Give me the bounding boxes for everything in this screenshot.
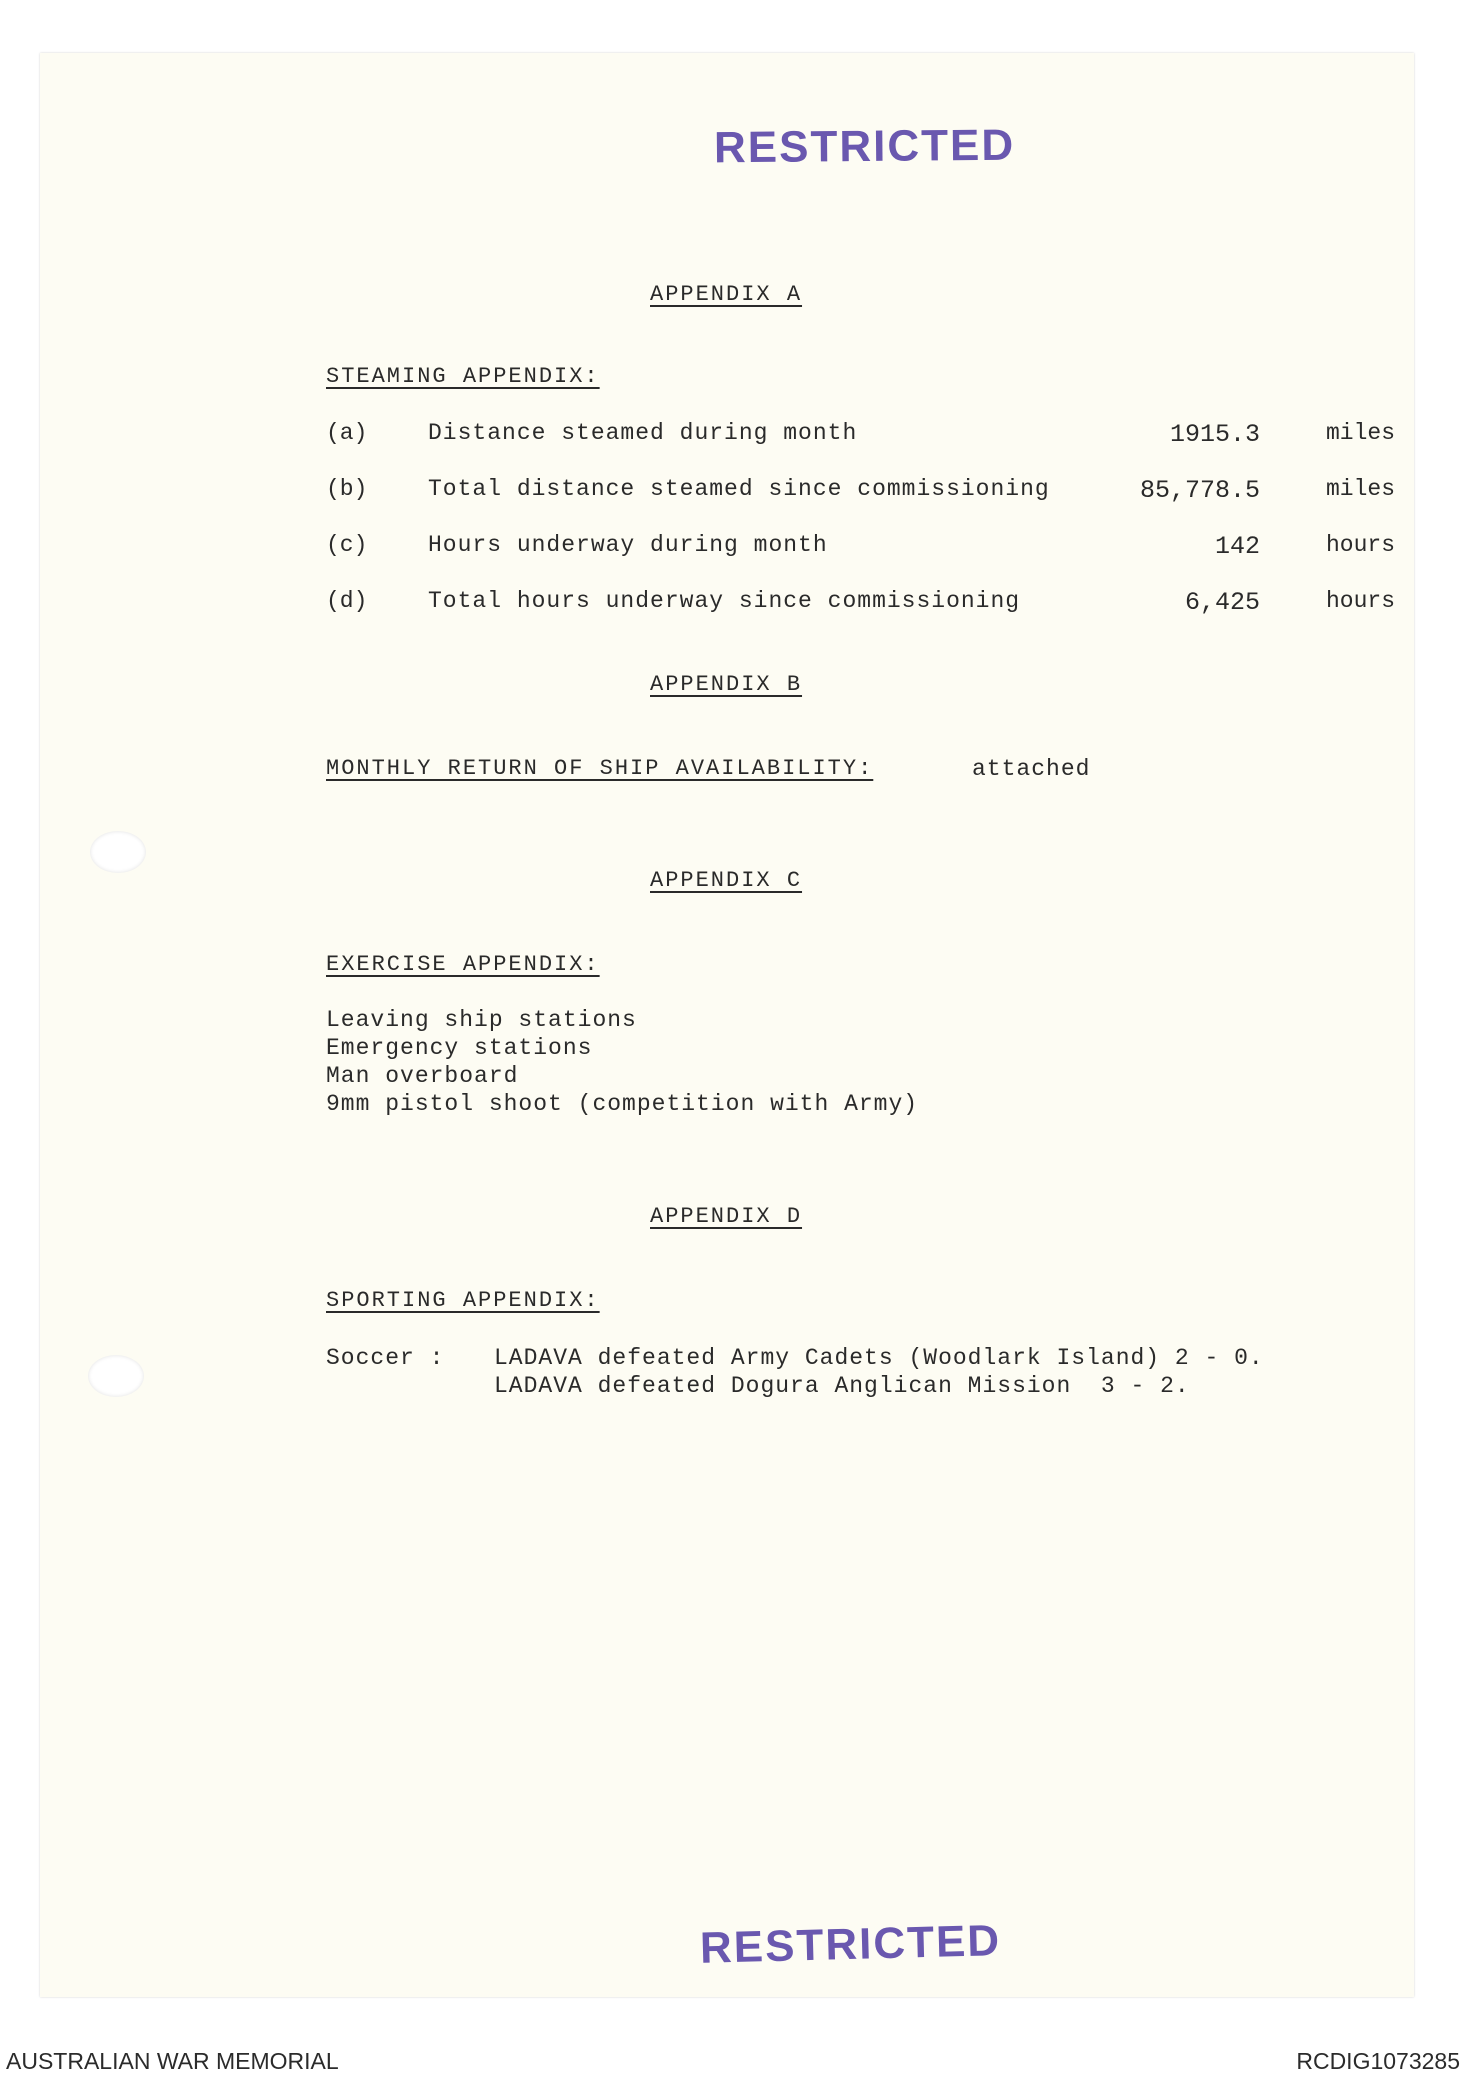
- steaming-row-a: [326, 420, 1396, 450]
- punch-hole-upper: [90, 831, 146, 873]
- row-description: Distance steamed during month: [428, 420, 858, 446]
- row-value: 142: [1214, 532, 1260, 561]
- steaming-appendix-heading: STEAMING APPENDIX:: [326, 364, 600, 389]
- sport-label: Soccer :: [326, 1345, 445, 1371]
- row-description: Hours underway during month: [428, 532, 828, 558]
- appendix-a-title: APPENDIX A: [650, 282, 803, 307]
- row-description: Total hours underway since commissioning: [428, 588, 1021, 614]
- row-unit: hours: [1326, 588, 1396, 614]
- list-item: Emergency stations: [326, 1035, 593, 1061]
- exercise-list: [326, 1006, 918, 1118]
- appendix-b-title: APPENDIX B: [650, 672, 803, 697]
- row-description: Total distance steamed since commissioning: [428, 476, 1050, 502]
- appendix-c-title: APPENDIX C: [650, 868, 803, 893]
- list-item: Man overboard: [326, 1063, 519, 1089]
- sport-result: LADAVA defeated Army Cadets (Woodlark Island) 2 - 0.: [494, 1345, 1264, 1371]
- archive-credit: AUSTRALIAN WAR MEMORIAL: [6, 2048, 339, 2074]
- exercise-appendix-heading: EXERCISE APPENDIX:: [326, 952, 600, 977]
- restricted-stamp-bottom: RESTRICTED: [699, 1916, 1002, 1973]
- sport-result: LADAVA defeated Dogura Anglican Mission 3 - 2.: [494, 1373, 1190, 1399]
- restricted-stamp-top: RESTRICTED: [713, 120, 1016, 173]
- row-letter: (c): [326, 532, 368, 558]
- sporting-appendix-heading: SPORTING APPENDIX:: [326, 1288, 600, 1313]
- list-item: 9mm pistol shoot (competition with Army): [326, 1091, 919, 1117]
- archive-reference: RCDIG1073285: [1296, 2048, 1460, 2074]
- row-value: 6,425: [1184, 588, 1260, 617]
- appendix-d-title: APPENDIX D: [650, 1204, 803, 1229]
- row-unit: hours: [1326, 532, 1396, 558]
- ship-availability-status: attached: [972, 756, 1091, 782]
- punch-hole-lower: [88, 1355, 144, 1397]
- steaming-row-c: [326, 532, 1396, 562]
- row-unit: miles: [1326, 476, 1396, 502]
- list-item: Leaving ship stations: [326, 1007, 637, 1033]
- row-letter: (b): [326, 476, 368, 502]
- ship-availability-heading: MONTHLY RETURN OF SHIP AVAILABILITY:: [326, 756, 874, 781]
- steaming-row-b: [326, 476, 1396, 506]
- steaming-row-d: [326, 588, 1396, 618]
- row-letter: (a): [326, 420, 368, 446]
- row-value: 1915.3: [1169, 420, 1260, 449]
- row-unit: miles: [1326, 420, 1396, 446]
- row-letter: (d): [326, 588, 368, 614]
- row-value: 85,778.5: [1139, 476, 1260, 505]
